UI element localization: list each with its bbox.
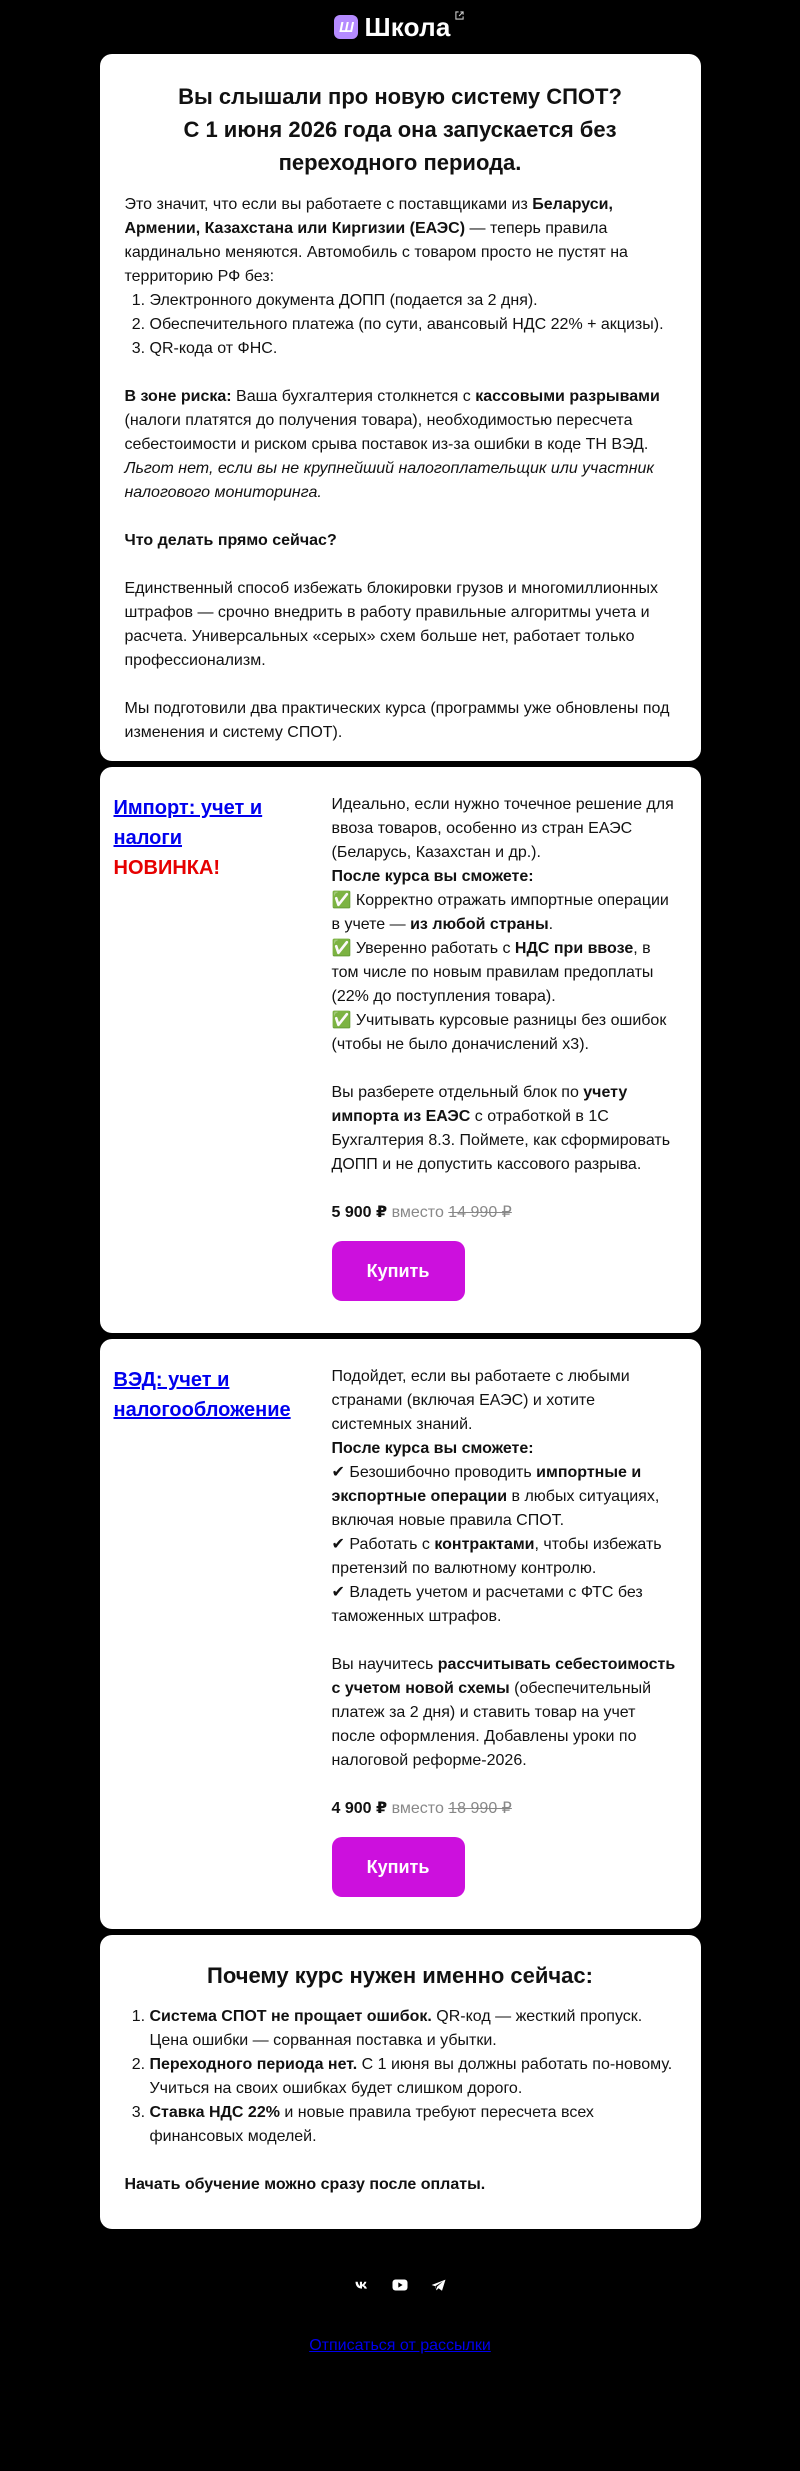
buy-button[interactable]: Купить (332, 1241, 465, 1301)
bold-text: Ставка НДС 22% (149, 2104, 280, 2121)
list-item: 3. QR-кода от ФНС. (150, 337, 676, 361)
text: QR-код — жесткий пропуск. Цена ошибки — сорванная поставка и убытки. (149, 2008, 643, 2049)
bold-text: контрактами (434, 1536, 535, 1553)
text: Ваша бухгалтерия столкнется с (231, 388, 476, 405)
logo-mark: Ш (334, 15, 358, 39)
text: в любых ситуациях, включая новые правила СПОТ. (331, 1488, 660, 1529)
text: и новые правила требуют пересчета всех финансовых моделей. (149, 2104, 594, 2145)
bold-text: из любой страны (410, 916, 549, 933)
benefit-item (332, 889, 676, 937)
start-note: Начать обучение можно сразу после оплаты. (124, 2176, 486, 2193)
youtube-icon[interactable] (392, 2277, 408, 2293)
course-card-ved (100, 1339, 701, 1929)
course-block-paragraph (332, 1081, 676, 1177)
text: Это значит, что если вы работаете с поставщиками из (124, 196, 533, 213)
current-price: 4 900 ₽ (331, 1800, 388, 1817)
telegram-icon[interactable] (430, 2277, 446, 2293)
text: с отработкой в 1С Бухгалтерия 8.3. Поймете, как сформировать ДОПП и не допустить кассового разрыва. (331, 1108, 671, 1173)
bold-text: импортные и экспортные операции (331, 1464, 642, 1505)
only-way-paragraph: Единственный способ избежать блокировки грузов и многомиллионных штрафов — срочно внедрить в работу правильные алгоритмы учета и расчета. Универсальных «серых» схем больше нет, работает только профессионализм. (124, 580, 658, 669)
current-price: 5 900 ₽ (331, 1204, 388, 1221)
instead-text: вместо (387, 1204, 449, 1221)
list-item (150, 2005, 676, 2053)
text: Вы научитесь (331, 1656, 438, 1673)
course-description (332, 1365, 676, 1897)
text: — теперь правила кардинально меняются. Автомобиль с товаром просто не пустят на территорию РФ без: (124, 220, 628, 285)
benefit-item (332, 1461, 676, 1533)
list-item: 1. Электронного документа ДОПП (подается за 2 дня). (150, 289, 676, 313)
text: Уверенно работать с (351, 940, 515, 957)
header (0, 0, 800, 54)
course-title-link[interactable]: Импорт: учет и налоги (113, 797, 263, 849)
check-icon: ✅ (331, 892, 352, 909)
social-links (0, 2277, 800, 2293)
benefit-item: ✔ Владеть учетом и расчетами с ФТС без таможенных штрафов. (331, 1584, 643, 1625)
text: , чтобы избежать претензий по валютному контролю. (331, 1536, 662, 1577)
vk-icon[interactable] (354, 2277, 370, 2293)
bold-text: НДС при ввозе (514, 940, 634, 957)
price (332, 1797, 676, 1821)
text: . (548, 916, 554, 933)
no-benefits-note: Льгот нет, если вы не крупнейший налогоплательщик или участник налогового мониторинга. (124, 460, 654, 501)
old-price: 18 990 ₽ (448, 1800, 512, 1817)
text: Учитывать курсовые разницы без ошибок (чтобы не было доначислений х3). (331, 1012, 667, 1053)
benefit-item (332, 1009, 676, 1057)
intro-paragraph (125, 193, 676, 289)
risk-paragraph (125, 385, 676, 505)
benefit-item (332, 937, 676, 1009)
text: С 1 июня вы должны работать по-новому. Учиться на своих ошибках будет слишком дорого. (149, 2056, 673, 2097)
price (332, 1201, 676, 1225)
why-now-card (100, 1935, 701, 2229)
text: Корректно отражать импортные операции в учете — (331, 892, 669, 933)
intro-card (100, 54, 701, 761)
cash-gaps-bold: кассовыми разрывами (475, 388, 660, 405)
course-intro: Идеально, если нужно точечное решение для ввоза товаров, особенно из стран ЕАЭС (Беларусь, Казахстан и др.). (331, 796, 674, 861)
after-course-label: После курса вы сможете: (331, 868, 534, 885)
course-title-column (114, 1365, 332, 1897)
list-item: 2. Обеспечительного платежа (по сути, авансовый НДС 22% + акцизы). (150, 313, 676, 337)
what-to-do-heading: Что делать прямо сейчас? (124, 532, 337, 549)
text: (обеспечительный платеж за 2 дня) и ставить товар на учет после оформления. Добавлены уроки по налоговой реформе-2026. (331, 1680, 652, 1769)
unsubscribe-link[interactable]: Отписаться от рассылки (309, 2337, 491, 2354)
why-title: Почему курс нужен именно сейчас: (207, 1963, 593, 1988)
list-item (150, 2053, 676, 2101)
text: (налоги платятся до получения товара), необходимостью пересчета себестоимости и риском срыва поставок из-за ошибки в коде ТН ВЭД. (124, 412, 649, 453)
risk-label: В зоне риска: (124, 388, 232, 405)
bold-text: учету импорта из ЕАЭС (331, 1084, 628, 1125)
course-intro: Подойдет, если вы работаете с любыми странами (включая ЕАЭС) и хотите системных знаний. (331, 1368, 630, 1433)
old-price: 14 990 ₽ (448, 1204, 512, 1221)
text: ✔ Безошибочно проводить (331, 1464, 537, 1481)
logo-text: Школа (364, 11, 451, 42)
bold-text: рассчитывать себестоимость с учетом новой схемы (331, 1656, 676, 1697)
text: Вы разберете отдельный блок по (331, 1084, 584, 1101)
courses-paragraph: Мы подготовили два практических курса (программы уже обновлены под изменения и систему СПОТ). (124, 700, 670, 741)
course-title-link[interactable]: ВЭД: учет и налогообложение (113, 1369, 291, 1421)
check-icon: ✅ (331, 940, 352, 957)
after-course-label: После курса вы сможете: (331, 1440, 534, 1457)
text: ✔ Работать с (331, 1536, 435, 1553)
course-card-import (100, 767, 701, 1333)
bold-text: Система СПОТ не прощает ошибок. (149, 2008, 432, 2025)
new-badge: НОВИНКА! (113, 857, 221, 879)
check-icon: ✅ (331, 1012, 352, 1029)
course-block-paragraph (332, 1653, 676, 1773)
external-link-icon (455, 11, 464, 23)
requirements-list (150, 289, 676, 361)
logo[interactable] (334, 12, 465, 43)
bold-text: Переходного периода нет. (149, 2056, 358, 2073)
title-line-2: С 1 июня 2026 года она запускается без переходного периода. (183, 117, 617, 175)
benefit-item (332, 1533, 676, 1581)
unsubscribe-area (0, 2337, 800, 2355)
course-description (332, 793, 676, 1301)
intro-title (125, 80, 676, 179)
buy-button[interactable]: Купить (332, 1837, 465, 1897)
countries-bold: Беларуси, Армении, Казахстана или Киргизии (ЕАЭС) (124, 196, 613, 237)
course-title-column (114, 793, 332, 1301)
instead-text: вместо (387, 1800, 449, 1817)
reasons-list (150, 2005, 676, 2149)
title-line-1: Вы слышали про новую систему СПОТ? (178, 84, 622, 109)
text: , в том числе по новым правилам предоплаты (22% до поступления товара). (331, 940, 654, 1005)
list-item (150, 2101, 676, 2149)
